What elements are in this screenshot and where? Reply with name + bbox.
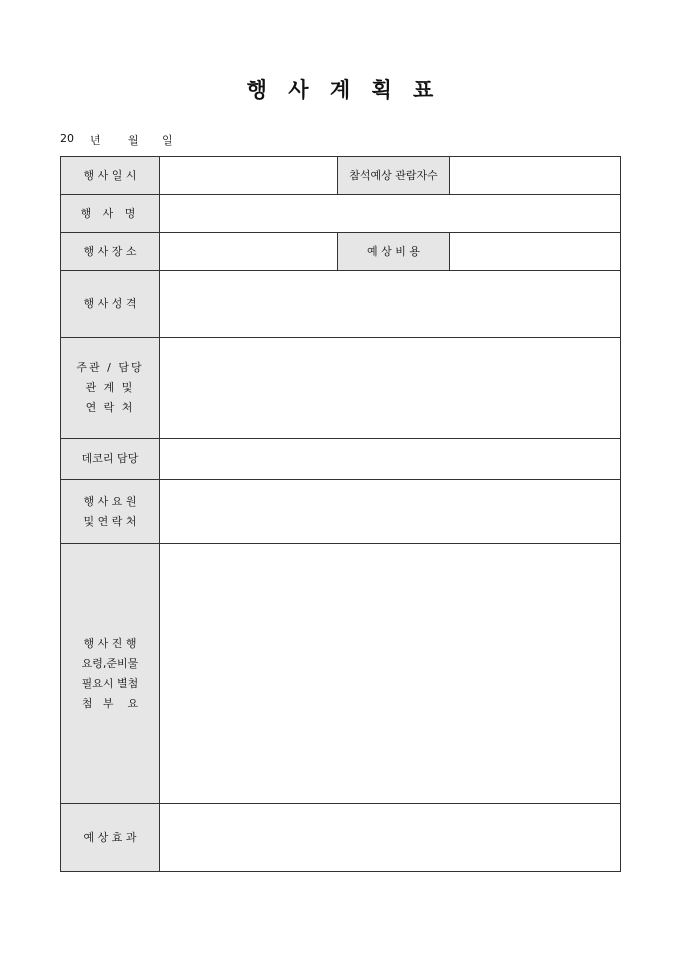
host-contact-label-line: 주관 / 담당	[76, 361, 144, 374]
event-staff-label	[61, 480, 160, 544]
event-staff-label-line: 행 사 요 원	[83, 494, 137, 508]
event-progress-label	[61, 544, 160, 804]
event-datetime-field[interactable]	[160, 157, 338, 195]
event-nature-label: 행 사 성 격	[61, 271, 160, 338]
event-datetime-label: 행 사 일 시	[61, 157, 160, 195]
decoration-manager-label: 데코리 담당	[61, 439, 160, 480]
event-staff-field[interactable]	[160, 480, 621, 544]
date-year-suffix: 년	[90, 134, 101, 147]
expected-effect-field[interactable]	[160, 804, 621, 872]
event-staff-label-line: 및 연 락 처	[83, 514, 137, 528]
event-venue-label: 행 사 장 소	[61, 233, 160, 271]
decoration-manager-field[interactable]	[160, 439, 621, 480]
event-progress-label-line: 행 사 진 행	[83, 636, 137, 650]
event-name-field[interactable]	[160, 195, 621, 233]
host-contact-field[interactable]	[160, 338, 621, 439]
date-year-prefix: 20	[60, 132, 74, 145]
event-progress-field[interactable]	[160, 544, 621, 804]
expected-attendance-field[interactable]	[450, 157, 621, 195]
event-name-label: 행 사 명	[61, 195, 160, 233]
date-line	[60, 132, 173, 148]
event-plan-form	[60, 156, 621, 872]
date-day-suffix: 일	[162, 134, 173, 147]
expected-attendance-label: 참석예상 관람자수	[338, 157, 450, 195]
event-nature-field[interactable]	[160, 271, 621, 338]
expected-cost-field[interactable]	[450, 233, 621, 271]
expected-cost-label: 예 상 비 용	[338, 233, 450, 271]
date-month-suffix: 월	[128, 134, 139, 147]
event-venue-field[interactable]	[160, 233, 338, 271]
host-contact-label-line: 관 계 및	[85, 381, 135, 394]
host-contact-label-line: 연 락 처	[85, 401, 135, 414]
event-progress-label-line: 첨 부 요	[81, 696, 139, 710]
expected-effect-label: 예 상 효 과	[61, 804, 160, 872]
event-progress-label-line: 요령,준비물	[81, 656, 139, 670]
host-contact-label	[61, 338, 160, 439]
page-title: 행 사 계 획 표	[246, 77, 434, 102]
event-progress-label-line: 필요시 별첨	[81, 676, 139, 690]
